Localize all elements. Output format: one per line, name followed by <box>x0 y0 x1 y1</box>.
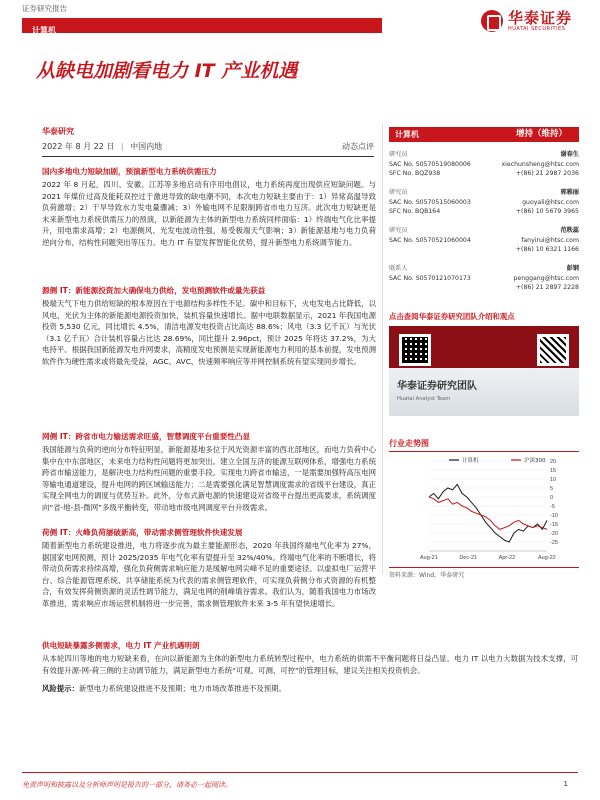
analyst-sac: SAC No. S0570515060003 <box>389 198 471 206</box>
analyst-sac: SAC No. S0570121070173 <box>389 274 471 282</box>
section-body: 随着新型电力系统建设推进，电力将逐步成为最主要能源形态，2020 年我国终端电气化率为 27%，据国家电网预测，预计 2025/2035 年电气化率有望提升至 32%/40%。终端电气化率的不断增长，将带动负荷需求持续高增，强化负荷侧需求响应能力是缓解电网尖峰不足的重要途径。以虚拟电厂运营平台、综合能源管理系统、共享储能系统为代表的需求侧管理软件，可实现负荷侧分布式资源的有机整合，有效发挥荷侧资源的灵活性调节能力，满足电网的削峰填谷需求。我们认为，随着我国电力市场改革推进，需求响应市场运营机制将进一步完善，需求侧管理软件未来 3-5 年有望快速增长。 <box>42 541 376 608</box>
page-title: 从缺电加剧看电力 IT 产业机遇 <box>36 60 298 82</box>
report-type-label: 证券研究报告 <box>22 4 67 13</box>
analyst-name: 谢春生 <box>560 151 579 158</box>
sector-bar <box>22 18 382 33</box>
analyst-card <box>389 150 579 179</box>
y-tick-label: 15 <box>550 468 557 474</box>
brand-name-en: HUATAI SECURITIES <box>507 26 566 32</box>
analyst-card <box>389 226 579 255</box>
page-number: 1 <box>563 780 568 788</box>
analyst-sfc: SFC No. BQB164 <box>389 208 441 216</box>
analyst-email[interactable]: xiechunsheng@htsc.com <box>501 160 579 168</box>
section-2 <box>42 285 376 375</box>
section-1 <box>42 166 376 256</box>
section-body: 2022 年 8 月起，四川、安徽、江苏等多地启动有序用电倡议，电力系统再度出现供应短缺问题。与 2021 年煤价过高及能耗双控过于激进导致的缺电潮不同，本次电力短缺主要由于：1）异常高温导致负荷激增；2）干旱导致水力发电量骤减；3）外输电网不足限制跨省市电力互济。此次电力短缺更是未来新型电力系统供需压力的预演，以新能源为主体的新型电力系统同样面临：1）终端电气化比率提升，用电需求高增；2）电源侧风、光发电波动性强，易受极端天气影响；3）新能源基地与电力负荷逆向分布，结构性问题突出等压力。电力 IT 有望发挥智能化优势，提升新型电力系统调节能力。 <box>42 180 376 247</box>
analyst-sac: SAC No. S0570519080006 <box>389 160 471 168</box>
x-tick-label: Aug-21 <box>420 555 438 561</box>
analyst-name: 范昳蕊 <box>560 227 579 234</box>
analyst-email[interactable]: fanyirui@htsc.com <box>521 236 579 244</box>
section-body: 极端天气下电力供给短缺的根本原因在于电源结构多样性不足。碳中和目标下，火电发电占比降低，以风电、光伏为主体的新能源电源投资加快，装机容量快速增长。据中电联数据显示，2021 年我国电源投资 5,530 亿元，同比增长 4.5%，清洁电源发电投资占比高达 88.6%；风电（3.3 亿千瓦）与光伏（3.1 亿千瓦）合计装机容量占比达 28.69%，同比提升 2.96pct，预计 2025 年将达 37.2%，为大电持平。根据我国新能源发电并网要求，高精度发电预测是实现新能源电力利用的基本前提，发电预测软件作为硬性需求或将最先受益，AGC、AVC、快速频率响应等并网控制系统有望实现同步增长。 <box>42 299 376 366</box>
team-label: 华泰研究 <box>42 127 74 136</box>
chart-rule <box>389 567 579 568</box>
section-heading: 国内多地电力短缺加剧，预演新型电力系统供需压力 <box>42 167 217 176</box>
section-body: 从本轮四川等地的电力短缺来看，在向以新能源为主体的新型电力系统转型过程中，电力系统的供需不平衡问题将日益凸显。电力 IT 以电力大数据为技术支撑，可有效提升源-网-荷三侧的主动调节能力，满足新型电力系统“可观、可测、可控”的管理目标，建议关注相关投资机会。 <box>42 654 578 675</box>
analyst-email[interactable]: guoyali@htsc.com <box>522 198 579 206</box>
rating-sector: 计算机 <box>395 130 419 139</box>
brand-logo <box>481 10 572 32</box>
legend-label: 沪深300 <box>524 458 546 464</box>
analyst-phone: +(86) 21 2987 2036 <box>515 170 579 178</box>
analyst-role: 联系人 <box>389 265 408 272</box>
rating-bar <box>389 127 579 142</box>
y-tick-label: 5 <box>550 486 554 492</box>
series-line <box>429 484 547 542</box>
chart-source: 资料来源：Wind，华泰研究 <box>389 572 465 579</box>
legend-label: 计算机 <box>462 458 479 464</box>
analyst-card <box>389 264 579 293</box>
analyst-sac: SAC No. S0570521060004 <box>389 236 471 244</box>
report-region: 中国内地 <box>130 142 163 151</box>
y-tick-label: -20 <box>550 531 558 537</box>
section-body: 我国能源与负荷的逆向分布特征明显，新能源基地多位于风光资源丰富的西北部地区，而电力负荷中心集中在中东部地区，未来电力结构性问题将更加突出。建立全国互济的能源互联网体系，增强电力系统跨省市输送能力，是解决电力结构性问题的重要手段。实现电力跨省市输送，一是需要加强特高压电网等输电通道建设，提升电网的跨区域输送能力；二是需要强化满足智慧调度需求的省级平台建设，真正实现全网电力的调度与优势互补。此外，分布式新电源的快速建设对省级平台提出更高要求，系统调度向“省-地-县-微网”多级平衡转变，带动地市级电网调度平台升级需求。 <box>42 445 376 512</box>
analyst-role: 研究员 <box>389 189 408 196</box>
analyst-email[interactable]: penggang@htsc.com <box>513 274 579 282</box>
column-divider <box>382 124 383 574</box>
y-tick-label: -25 <box>550 540 558 546</box>
risk-label: 风险提示： <box>42 684 79 694</box>
y-tick-label: -15 <box>550 522 558 528</box>
trend-chart <box>389 455 579 561</box>
section-5 <box>42 640 578 702</box>
analyst-card <box>389 188 579 217</box>
section-heading: 源侧 IT：新能源投资加大确保电力供给，发电预测软件或量先获益 <box>42 286 266 295</box>
section-4 <box>42 527 376 617</box>
section-3 <box>42 431 376 521</box>
y-tick-label: 10 <box>550 477 557 483</box>
x-tick-label: Apr-22 <box>498 555 516 561</box>
risk-text: 新型电力系统建设推进不及预期；电力市场改革推进不及预期。 <box>78 684 286 694</box>
report-date: 2022 年 8 月 22 日 <box>42 142 115 151</box>
risk-warning <box>42 683 578 695</box>
section-heading: 供电短缺暴露多侧需求，电力 IT 产业机遇明朗 <box>42 641 200 650</box>
x-tick-label: Dec-21 <box>459 555 478 561</box>
team-name-cn: 华泰证券研究团队 <box>397 381 477 392</box>
chart-title: 行业走势图 <box>389 438 579 452</box>
analyst-name: 郭雅丽 <box>560 189 579 196</box>
section-heading: 荷侧 IT：火峰负荷屡破新高，带动需求侧管理软件快速发展 <box>42 528 243 537</box>
trend-chart-svg <box>389 455 579 565</box>
analyst-phone: +(86) 10 5679 3965 <box>515 208 579 216</box>
team-name-en: Huatai Analyst Team <box>397 396 451 402</box>
analyst-name: 彭钢 <box>566 265 579 272</box>
section-heading: 网侧 IT：跨省市电力输送需求旺盛，智慧调度平台重要性凸显 <box>42 432 251 441</box>
rating-value: 增持（维持） <box>515 129 567 139</box>
team-intro-link[interactable]: 点击查阅华泰证券研究团队介绍和观点 <box>389 312 515 321</box>
sector-label: 计算机 <box>32 26 56 35</box>
y-tick-label: 0 <box>550 495 554 501</box>
team-banner[interactable] <box>389 326 579 416</box>
y-tick-label: 20 <box>550 459 557 465</box>
report-kind: 动态点评 <box>342 142 374 151</box>
meta-line: 2022 年 8 月 22 日 | 中国内地 动态点评 <box>42 141 374 157</box>
footer-disclaimer: 免责声明和披露以及分析师声明是报告的一部分，请务必一起阅读。 <box>22 781 232 789</box>
analyst-phone: +(86) 10 6321 1166 <box>515 246 579 254</box>
analyst-role: 研究员 <box>389 151 408 158</box>
brand-mark-icon <box>481 10 503 32</box>
analyst-role: 研究员 <box>389 227 408 234</box>
analyst-phone: +(86) 21 2897 2228 <box>515 284 579 292</box>
y-tick-label: -10 <box>550 513 558 519</box>
footer-rule <box>22 772 578 773</box>
x-tick-label: Aug-22 <box>538 555 556 561</box>
qr-code-icon <box>537 334 569 366</box>
y-tick-label: -5 <box>550 504 555 510</box>
analyst-sfc: SFC No. BQZ938 <box>389 170 441 178</box>
qr-code-icon <box>399 334 431 366</box>
brand-name-cn: 华泰证券 <box>507 9 572 27</box>
